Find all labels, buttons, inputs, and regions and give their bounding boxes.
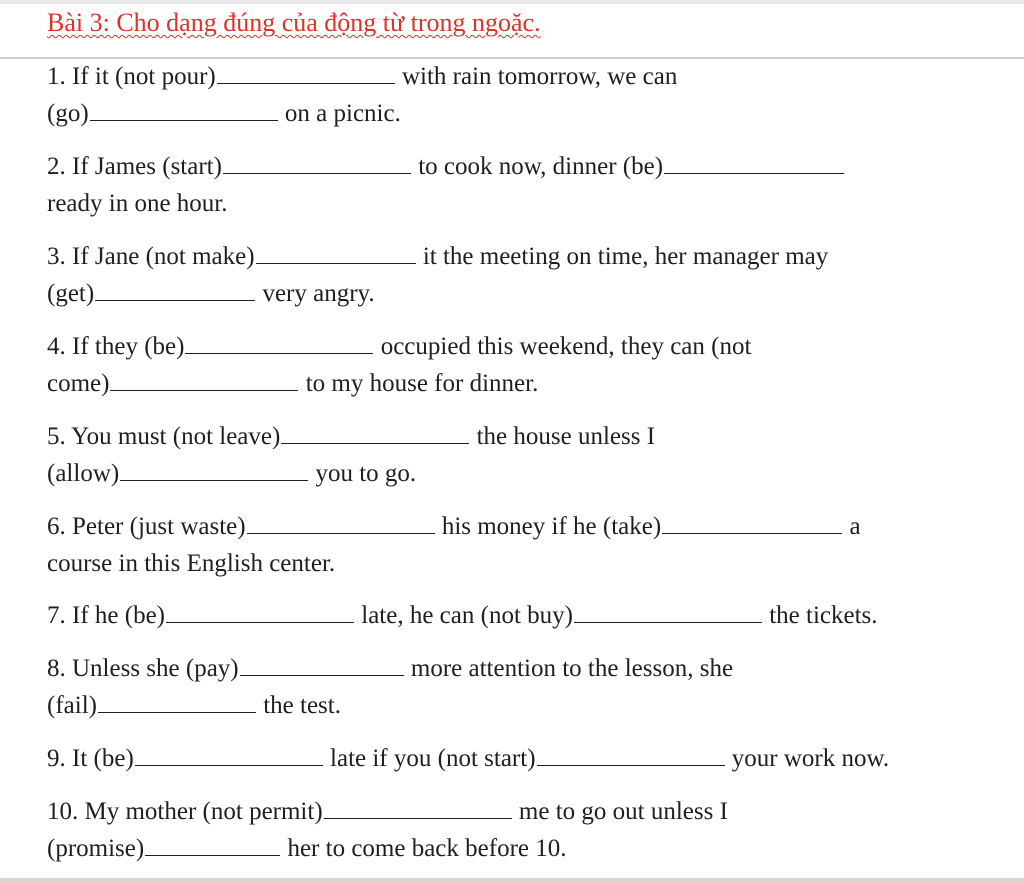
question-line: [47, 830, 977, 867]
question-7: [47, 597, 977, 634]
question-line: [47, 545, 977, 582]
answer-blank[interactable]: [537, 765, 725, 766]
question-line: [47, 95, 977, 132]
answer-blank[interactable]: [145, 855, 280, 856]
exercise-title: Bài 3: Cho dạng đúng của động từ trong ngoặc.: [47, 8, 541, 37]
question-text: late if you (not start): [323, 745, 536, 772]
answer-blank[interactable]: [95, 300, 255, 301]
answer-blank[interactable]: [110, 390, 298, 391]
question-line: [47, 328, 977, 365]
answer-blank[interactable]: [98, 712, 256, 713]
question-line: [47, 793, 977, 830]
question-10: [47, 793, 977, 867]
question-text: come): [47, 370, 110, 397]
question-text: on a picnic.: [278, 100, 401, 127]
question-line: [47, 148, 977, 185]
question-text: more attention to the lesson, she: [404, 655, 734, 682]
question-line: [47, 275, 977, 312]
question-6: [47, 508, 977, 582]
question-text: your work now.: [725, 745, 890, 772]
question-text: (fail): [47, 692, 97, 719]
question-line: [47, 687, 977, 724]
question-text: late, he can (not buy): [355, 602, 573, 629]
question-text: her to come back before 10.: [281, 835, 567, 862]
question-text: the house unless I: [470, 423, 656, 450]
question-line: [47, 185, 977, 222]
answer-blank[interactable]: [662, 533, 842, 534]
answer-blank[interactable]: [217, 83, 395, 84]
question-text: his money if he (take): [435, 513, 662, 540]
question-text: (go): [47, 100, 89, 127]
question-8: [47, 650, 977, 724]
question-text: 7. If he (be): [47, 602, 165, 629]
question-text: the tickets.: [762, 602, 878, 629]
question-text: the test.: [256, 692, 341, 719]
question-text: 6. Peter (just waste): [47, 513, 246, 540]
question-3: [47, 238, 977, 312]
question-text: 1. If it (not pour): [47, 63, 216, 90]
question-2: [47, 148, 977, 222]
bottom-border: [0, 878, 1024, 882]
answer-blank[interactable]: [281, 443, 469, 444]
answer-blank[interactable]: [664, 173, 844, 174]
question-text: to cook now, dinner (be): [411, 153, 664, 180]
question-text: 4. If they (be): [47, 333, 185, 360]
answer-blank[interactable]: [135, 765, 323, 766]
question-text: very angry.: [256, 280, 375, 307]
answer-blank[interactable]: [574, 622, 762, 623]
question-text: it the meeting on time, her manager may: [416, 243, 829, 270]
top-border: [0, 0, 1024, 4]
question-text: (get): [47, 280, 95, 307]
question-text: 2. If James (start): [47, 153, 222, 180]
question-text: 3. If Jane (not make): [47, 243, 255, 270]
question-text: (allow): [47, 460, 120, 487]
question-text: with rain tomorrow, we can: [395, 63, 678, 90]
answer-blank[interactable]: [247, 533, 435, 534]
answer-blank[interactable]: [120, 480, 308, 481]
question-line: [47, 418, 977, 455]
answer-blank[interactable]: [166, 622, 354, 623]
question-text: a: [843, 513, 861, 540]
question-line: [47, 740, 977, 777]
question-text: course in this English center.: [47, 550, 336, 577]
question-line: [47, 58, 977, 95]
question-text: you to go.: [309, 460, 417, 487]
answer-blank[interactable]: [223, 173, 411, 174]
question-line: [47, 650, 977, 687]
question-line: [47, 238, 977, 275]
question-text: me to go out unless I: [512, 798, 728, 825]
answer-blank[interactable]: [324, 818, 512, 819]
answer-blank[interactable]: [240, 675, 404, 676]
answer-blank[interactable]: [256, 263, 416, 264]
question-text: 9. It (be): [47, 745, 134, 772]
question-line: [47, 365, 977, 402]
question-text: 5. You must (not leave): [47, 423, 281, 450]
question-text: 8. Unless she (pay): [47, 655, 239, 682]
question-text: to my house for dinner.: [299, 370, 539, 397]
question-text: occupied this weekend, they can (not: [374, 333, 752, 360]
question-5: [47, 418, 977, 492]
question-text: 10. My mother (not permit): [47, 798, 323, 825]
question-text: (promise): [47, 835, 145, 862]
question-line: [47, 508, 977, 545]
question-text: ready in one hour.: [47, 190, 228, 217]
answer-blank[interactable]: [185, 353, 373, 354]
question-line: [47, 455, 977, 492]
question-4: [47, 328, 977, 402]
question-line: [47, 597, 977, 634]
question-9: [47, 740, 977, 777]
question-1: [47, 58, 977, 132]
answer-blank[interactable]: [90, 120, 278, 121]
